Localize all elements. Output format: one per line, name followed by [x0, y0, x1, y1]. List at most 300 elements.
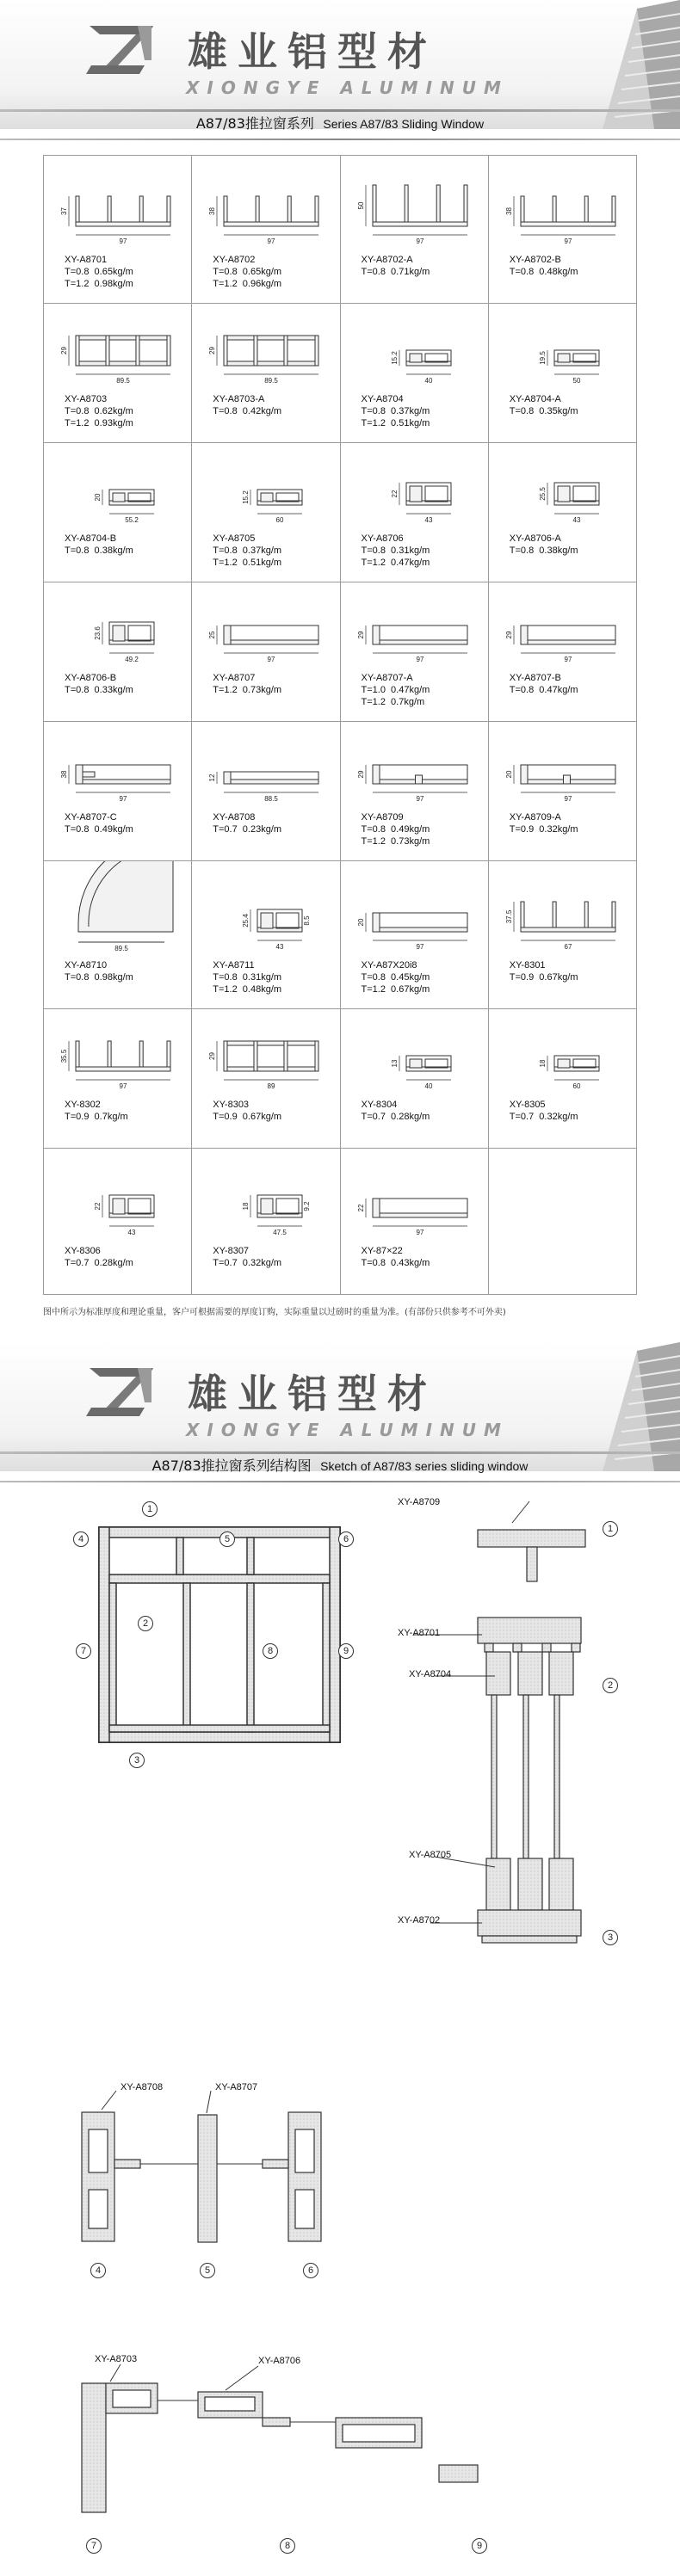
- profile-shape: [373, 1199, 467, 1217]
- profile-drawing: [44, 156, 192, 252]
- profile-shape: [373, 626, 467, 644]
- profile-spec: T=0.8 0.33kg/m: [65, 685, 133, 695]
- profile-shape: [109, 1195, 154, 1217]
- profile-spec: T=1.2 0.73kg/m: [361, 836, 430, 847]
- label-a8709: XY-A8709: [398, 1497, 441, 1507]
- profile-code: XY-A8704-B: [65, 533, 117, 544]
- profile-shape: [224, 1041, 318, 1071]
- window-elevation: [99, 1527, 340, 1742]
- profile-spec: T=0.8 0.38kg/m: [65, 545, 133, 556]
- profile-code: XY-A8706: [361, 533, 404, 544]
- dimension-label: 97: [119, 1082, 127, 1090]
- profile-shape: [406, 350, 451, 366]
- profile-cell: [341, 1009, 489, 1149]
- profile-code: XY-A87X20i8: [361, 960, 417, 971]
- dimension-label: 25.5: [538, 487, 547, 501]
- profile-shape: [554, 350, 599, 366]
- profile-cell: [341, 861, 489, 1009]
- profile-label: [362, 959, 430, 995]
- profile-code: XY-A8701: [65, 255, 108, 265]
- profile-drawing: [489, 443, 637, 531]
- profile-drawing: [44, 304, 192, 391]
- dimension-label: 29: [208, 1052, 217, 1060]
- dimension-label: 8.5: [303, 915, 312, 926]
- dimension-label: 18: [538, 1059, 547, 1068]
- dimension-label: 25.4: [242, 914, 250, 927]
- dimension-label: 22: [356, 1204, 365, 1212]
- profile-cell: [44, 582, 192, 722]
- label-a8704: XY-A8704: [409, 1669, 452, 1679]
- profile-cell: [489, 443, 637, 582]
- callout-7-bottom: 7: [86, 2538, 102, 2554]
- profile-drawing: [489, 861, 637, 958]
- profile-cell: [192, 1009, 340, 1149]
- profile-cell: [341, 443, 489, 582]
- vertical-section: [478, 1530, 585, 1943]
- dimension-label: 43: [424, 516, 432, 524]
- profile-cell: [341, 156, 489, 304]
- profile-label: [510, 672, 578, 696]
- catalog-row: [44, 304, 637, 443]
- dimension-label: 97: [564, 237, 572, 245]
- catalog-title-cn: A87/83推拉窗系列: [195, 115, 314, 132]
- profile-spec: T=1.2 0.98kg/m: [65, 279, 133, 289]
- profile-cell: [192, 861, 340, 1009]
- dimension-label: 89.5: [114, 945, 128, 952]
- profile-shape: [406, 483, 451, 505]
- label-a8706: XY-A8706: [258, 2356, 301, 2366]
- profile-cell: [489, 861, 637, 1009]
- profile-spec: T=0.8 0.43kg/m: [361, 1258, 430, 1268]
- dimension-label: 29: [60, 347, 68, 354]
- dimension-label: 97: [416, 1229, 423, 1236]
- profile-spec: T=0.8 0.35kg/m: [509, 406, 578, 416]
- profile-shape: [521, 902, 615, 932]
- profile-spec: T=0.9 0.7kg/m: [65, 1112, 128, 1122]
- dimension-label: 47.5: [273, 1229, 287, 1236]
- callout-9-bottom: 9: [472, 2538, 487, 2554]
- dimension-label: 20: [356, 918, 365, 927]
- profile-label: [65, 533, 133, 557]
- dimension-label: 43: [127, 1229, 136, 1236]
- profile-label: [65, 393, 133, 429]
- callout-5-bottom: 5: [200, 2263, 215, 2278]
- profile-label: [213, 393, 281, 417]
- dimension-label: 29: [356, 770, 365, 779]
- profile-cell: [489, 582, 637, 722]
- profile-code: XY-A8703: [65, 394, 108, 404]
- profile-label: [65, 1099, 128, 1123]
- profile-label: [510, 533, 578, 557]
- brand-name-en: XIONGYE ALUMINUM: [186, 77, 509, 98]
- dimension-label: 60: [275, 516, 284, 524]
- label-a8705: XY-A8705: [409, 1850, 452, 1860]
- dimension-label: 29: [356, 631, 365, 639]
- profile-label: [510, 1099, 578, 1123]
- profile-shape: [76, 765, 170, 784]
- dimension-label: 89.5: [116, 377, 130, 385]
- profile-code: XY-A8705: [213, 533, 256, 544]
- profile-drawing: [192, 156, 340, 252]
- xiongye-logo-icon: [84, 1361, 158, 1423]
- profile-drawing: [489, 304, 637, 391]
- profile-spec: T=0.8 0.47kg/m: [509, 685, 578, 695]
- dimension-label: 9.2: [303, 1201, 312, 1211]
- profile-drawing: [44, 1009, 192, 1097]
- profile-spec: T=1.2 0.7kg/m: [361, 697, 425, 707]
- profile-shape: [76, 336, 170, 366]
- profile-shape: [224, 196, 318, 226]
- dimension-label: 97: [119, 795, 127, 803]
- profile-spec: T=0.7 0.32kg/m: [213, 1258, 282, 1268]
- profile-drawing: [341, 156, 489, 252]
- title-rule: [0, 139, 680, 140]
- profile-code: XY-A8703-A: [213, 394, 265, 404]
- profile-drawing: [192, 304, 340, 391]
- dimension-label: 35.5: [60, 1049, 68, 1063]
- callout-7: 7: [76, 1643, 91, 1659]
- profile-spec: T=0.8 0.37kg/m: [213, 545, 282, 556]
- profile-cell: [192, 582, 340, 722]
- dimension-label: 38: [504, 207, 513, 215]
- empty-cell: [489, 1149, 637, 1295]
- profile-spec: T=0.9 0.67kg/m: [509, 972, 578, 983]
- callout-2: 2: [138, 1616, 153, 1631]
- profile-shape: [224, 626, 318, 644]
- dimension-label: 55.2: [125, 516, 139, 524]
- profile-label: [510, 811, 578, 835]
- profile-label: [65, 254, 133, 290]
- profile-spec: T=1.2 0.51kg/m: [361, 418, 430, 428]
- profile-label: [213, 1099, 281, 1123]
- callout-8: 8: [263, 1643, 278, 1659]
- profile-spec: T=0.7 0.23kg/m: [213, 824, 282, 835]
- profile-drawing: [44, 1149, 192, 1243]
- profile-label: [213, 672, 281, 696]
- profile-cell: [44, 861, 192, 1009]
- profile-drawing: [341, 443, 489, 531]
- profile-cell: [192, 156, 340, 304]
- profile-code: XY-8303: [213, 1100, 250, 1110]
- catalog-row: [44, 156, 637, 304]
- profile-drawing: [341, 304, 489, 391]
- profile-shape: [373, 185, 467, 226]
- profile-cell: [489, 722, 637, 861]
- callout-8-bottom: 8: [280, 2538, 295, 2554]
- brand-name-cn: 雄业铝型材: [188, 28, 437, 75]
- profile-cell: [192, 304, 340, 443]
- profile-drawing: [489, 1009, 637, 1097]
- dimension-label: 18: [242, 1202, 250, 1211]
- catalog-title-en: Series A87/83 Sliding Window: [323, 117, 485, 131]
- dimension-label: 40: [424, 377, 432, 385]
- profile-drawing: [192, 1149, 340, 1243]
- profile-code: XY-A8702: [213, 255, 256, 265]
- profile-drawing: [192, 582, 340, 670]
- dimension-label: 43: [275, 943, 284, 951]
- profile-shape: [373, 913, 467, 932]
- profile-cell: [44, 443, 192, 582]
- profile-drawing: [489, 156, 637, 252]
- profile-cell: [341, 1149, 489, 1295]
- profile-code: XY-A8707: [213, 673, 256, 683]
- sketch-title-en: Sketch of A87/83 series sliding window: [320, 1459, 529, 1473]
- profile-label: [362, 811, 430, 847]
- dimension-label: 97: [267, 656, 275, 663]
- dimension-label: 97: [416, 656, 423, 663]
- dimension-label: 20: [94, 493, 102, 502]
- profile-spec: T=1.2 0.67kg/m: [361, 984, 430, 995]
- profile-spec: T=0.7 0.28kg/m: [361, 1112, 430, 1122]
- profile-code: XY-A8702-B: [509, 255, 561, 265]
- dimension-label: 40: [424, 1082, 432, 1090]
- profile-drawing: [44, 861, 192, 958]
- dimension-label: 67: [564, 943, 572, 951]
- profile-shape: [78, 861, 173, 932]
- profile-shape: [521, 196, 615, 226]
- profile-drawing: [341, 1009, 489, 1097]
- profile-code: XY-8301: [509, 960, 546, 971]
- profile-spec: T=1.2 0.96kg/m: [213, 279, 282, 289]
- profile-code: XY-A8707-A: [361, 673, 413, 683]
- callout-6: 6: [338, 1531, 354, 1547]
- dimension-label: 15.2: [242, 490, 250, 504]
- dimension-label: 20: [504, 770, 513, 779]
- dimension-label: 97: [564, 656, 572, 663]
- dimension-label: 50: [356, 201, 365, 210]
- profile-cell: [44, 156, 192, 304]
- catalog-row: [44, 582, 637, 722]
- profile-cell: [192, 722, 340, 861]
- dimension-label: 97: [416, 795, 423, 803]
- dimension-label: 97: [267, 237, 275, 245]
- catalog-note: 图中所示为标准厚度和理论重量，客户可根据需要的厚度订购，实际重量以过磅时的重量为准。(有部份只供参考不可外卖): [43, 1308, 506, 1317]
- profile-shape: [76, 1041, 170, 1071]
- profile-cell: [341, 722, 489, 861]
- profile-spec: T=0.8 0.31kg/m: [213, 972, 282, 983]
- sketch-title-cn: A87/83推拉窗系列结构图: [151, 1457, 312, 1474]
- profile-drawing: [341, 1149, 489, 1243]
- profile-shape: [257, 1195, 302, 1217]
- profile-spec: T=1.2 0.93kg/m: [65, 418, 133, 428]
- dimension-label: 50: [572, 377, 581, 385]
- profile-label: [510, 959, 578, 983]
- profile-spec: T=0.8 0.48kg/m: [509, 267, 578, 277]
- profile-shape: [521, 626, 615, 644]
- label-a8701: XY-A8701: [398, 1628, 441, 1638]
- dimension-label: 22: [390, 490, 399, 498]
- profile-cell: [192, 443, 340, 582]
- profile-label: [213, 1245, 281, 1269]
- dimension-label: 88.5: [264, 795, 279, 803]
- callout-4: 4: [73, 1531, 89, 1547]
- callout-1-section: 1: [603, 1521, 618, 1537]
- callout-3-section: 3: [603, 1930, 618, 1945]
- dimension-label: 43: [572, 516, 581, 524]
- profile-cell: [489, 156, 637, 304]
- dimension-label: 23.6: [94, 626, 102, 640]
- dimension-label: 38: [60, 770, 68, 779]
- profile-spec: T=0.8 0.37kg/m: [361, 406, 430, 416]
- sketch-title: [0, 1452, 680, 1480]
- profile-label: [213, 959, 281, 995]
- profile-label: [213, 254, 281, 290]
- profile-code: XY-A8702-A: [361, 255, 413, 265]
- profile-spec: T=0.8 0.98kg/m: [65, 972, 133, 983]
- dimension-label: 97: [416, 943, 423, 951]
- profile-shape: [373, 765, 467, 784]
- catalog-row: [44, 861, 637, 1009]
- profile-cell: [44, 722, 192, 861]
- profile-code: XY-8304: [361, 1100, 398, 1110]
- profile-drawing: [44, 722, 192, 810]
- profile-spec: T=0.8 0.65kg/m: [213, 267, 282, 277]
- profile-code: XY-A8707-B: [509, 673, 561, 683]
- dimension-label: 29: [208, 347, 217, 354]
- dimension-label: 89: [267, 1082, 275, 1090]
- profile-drawing: [489, 582, 637, 670]
- profile-label: [362, 393, 430, 429]
- callout-6-bottom: 6: [303, 2263, 318, 2278]
- profile-shape: [521, 765, 615, 784]
- dimension-label: 25: [208, 631, 217, 639]
- profile-code: XY-A8709-A: [509, 812, 561, 823]
- profile-spec: T=1.0 0.47kg/m: [361, 685, 430, 695]
- callout-1: 1: [142, 1501, 158, 1517]
- profile-drawing: [192, 443, 340, 531]
- profile-drawing: [489, 722, 637, 810]
- profile-shape: [224, 772, 318, 784]
- catalog-row: [44, 443, 637, 582]
- profile-cell: [44, 1009, 192, 1149]
- profile-code: XY-A8709: [361, 812, 404, 823]
- profile-spec: T=0.8 0.42kg/m: [213, 406, 282, 416]
- profile-label: [362, 1245, 430, 1269]
- profile-drawing: [341, 722, 489, 810]
- profile-spec: T=1.2 0.47kg/m: [361, 558, 430, 568]
- profile-spec: T=0.8 0.45kg/m: [361, 972, 430, 983]
- brand-name-en-2: XIONGYE ALUMINUM: [186, 1420, 509, 1440]
- profile-code: XY-8302: [65, 1100, 101, 1110]
- profile-drawing: [192, 861, 340, 958]
- dimension-label: 60: [572, 1082, 581, 1090]
- label-a8702: XY-A8702: [398, 1915, 441, 1926]
- profile-code: XY-A8706-B: [65, 673, 117, 683]
- profile-spec: T=1.2 0.48kg/m: [213, 984, 282, 995]
- callout-2-section: 2: [603, 1678, 618, 1693]
- profile-shape: [224, 336, 318, 366]
- callout-4-bottom: 4: [90, 2263, 106, 2278]
- profile-code: XY-A8706-A: [509, 533, 561, 544]
- profile-code: XY-A8704: [361, 394, 404, 404]
- profile-label: [213, 533, 281, 569]
- profile-shape: [76, 196, 170, 226]
- profile-shape: [406, 1056, 451, 1071]
- profile-shape: [257, 909, 302, 932]
- profile-label: [362, 254, 430, 278]
- profile-label: [65, 1245, 133, 1269]
- dimension-label: 22: [94, 1202, 102, 1211]
- profile-drawing: [341, 861, 489, 958]
- catalog-row: [44, 1149, 637, 1295]
- profile-shape: [554, 1056, 599, 1071]
- profile-drawing: [341, 582, 489, 670]
- profile-drawing: [44, 443, 192, 531]
- dimension-label: 49.2: [125, 656, 139, 663]
- profile-code: XY-8306: [65, 1246, 101, 1256]
- profile-code: XY-8305: [509, 1100, 546, 1110]
- profile-cell: [192, 1149, 340, 1295]
- profile-cell: [489, 304, 637, 443]
- dimension-label: 89.5: [264, 377, 279, 385]
- label-a8703: XY-A8703: [95, 2354, 138, 2364]
- catalog-row: [44, 722, 637, 861]
- profile-label: [510, 254, 578, 278]
- profile-spec: T=0.8 0.49kg/m: [361, 824, 430, 835]
- profile-spec: T=0.8 0.62kg/m: [65, 406, 133, 416]
- section-789: [82, 2383, 478, 2512]
- catalog-row: [44, 1009, 637, 1149]
- section-456: [82, 2112, 321, 2242]
- profile-spec: T=0.8 0.49kg/m: [65, 824, 133, 835]
- profile-code: XY-87×22: [361, 1246, 403, 1256]
- sketch-title-rule: [0, 1481, 680, 1482]
- label-a8708: XY-A8708: [121, 2082, 164, 2092]
- profile-cell: [44, 1149, 192, 1295]
- profile-label: [510, 393, 578, 417]
- profile-catalog-grid: [43, 155, 637, 1295]
- dimension-label: 97: [416, 237, 423, 245]
- profile-label: [65, 811, 133, 835]
- dimension-label: 37.5: [504, 909, 513, 924]
- profile-cell: [489, 1009, 637, 1149]
- dimension-label: 13: [390, 1059, 399, 1068]
- profile-code: XY-A8707-C: [65, 812, 117, 823]
- dimension-label: 97: [119, 237, 127, 245]
- profile-code: XY-A8704-A: [509, 394, 561, 404]
- profile-drawing: [192, 1009, 340, 1097]
- brand-name-cn-2: 雄业铝型材: [188, 1371, 437, 1417]
- profile-spec: T=0.8 0.71kg/m: [361, 267, 430, 277]
- dimension-label: 97: [564, 795, 572, 803]
- dimension-label: 12: [208, 773, 217, 782]
- profile-code: XY-A8711: [213, 960, 255, 971]
- profile-cell: [341, 582, 489, 722]
- profile-code: XY-A8710: [65, 960, 108, 971]
- catalog-title: [0, 110, 680, 138]
- dimension-label: 19.5: [538, 351, 547, 365]
- profile-spec: T=0.9 0.32kg/m: [509, 824, 578, 835]
- profile-spec: T=0.7 0.28kg/m: [65, 1258, 133, 1268]
- dimension-label: 38: [208, 207, 217, 215]
- callout-3: 3: [129, 1753, 145, 1768]
- profile-spec: T=0.7 0.32kg/m: [509, 1112, 578, 1122]
- profile-label: [65, 672, 133, 696]
- profile-drawing: [192, 722, 340, 810]
- profile-spec: T=0.8 0.38kg/m: [509, 545, 578, 556]
- profile-label: [362, 533, 430, 569]
- profile-drawing: [44, 582, 192, 670]
- profile-label: [213, 811, 281, 835]
- callout-9: 9: [338, 1643, 354, 1659]
- profile-label: [362, 1099, 430, 1123]
- profile-cell: [44, 304, 192, 443]
- callout-5: 5: [219, 1531, 235, 1547]
- profile-spec: T=0.8 0.65kg/m: [65, 267, 133, 277]
- profile-label: [362, 672, 430, 708]
- profile-shape: [109, 490, 154, 505]
- profile-spec: T=1.2 0.73kg/m: [213, 685, 282, 695]
